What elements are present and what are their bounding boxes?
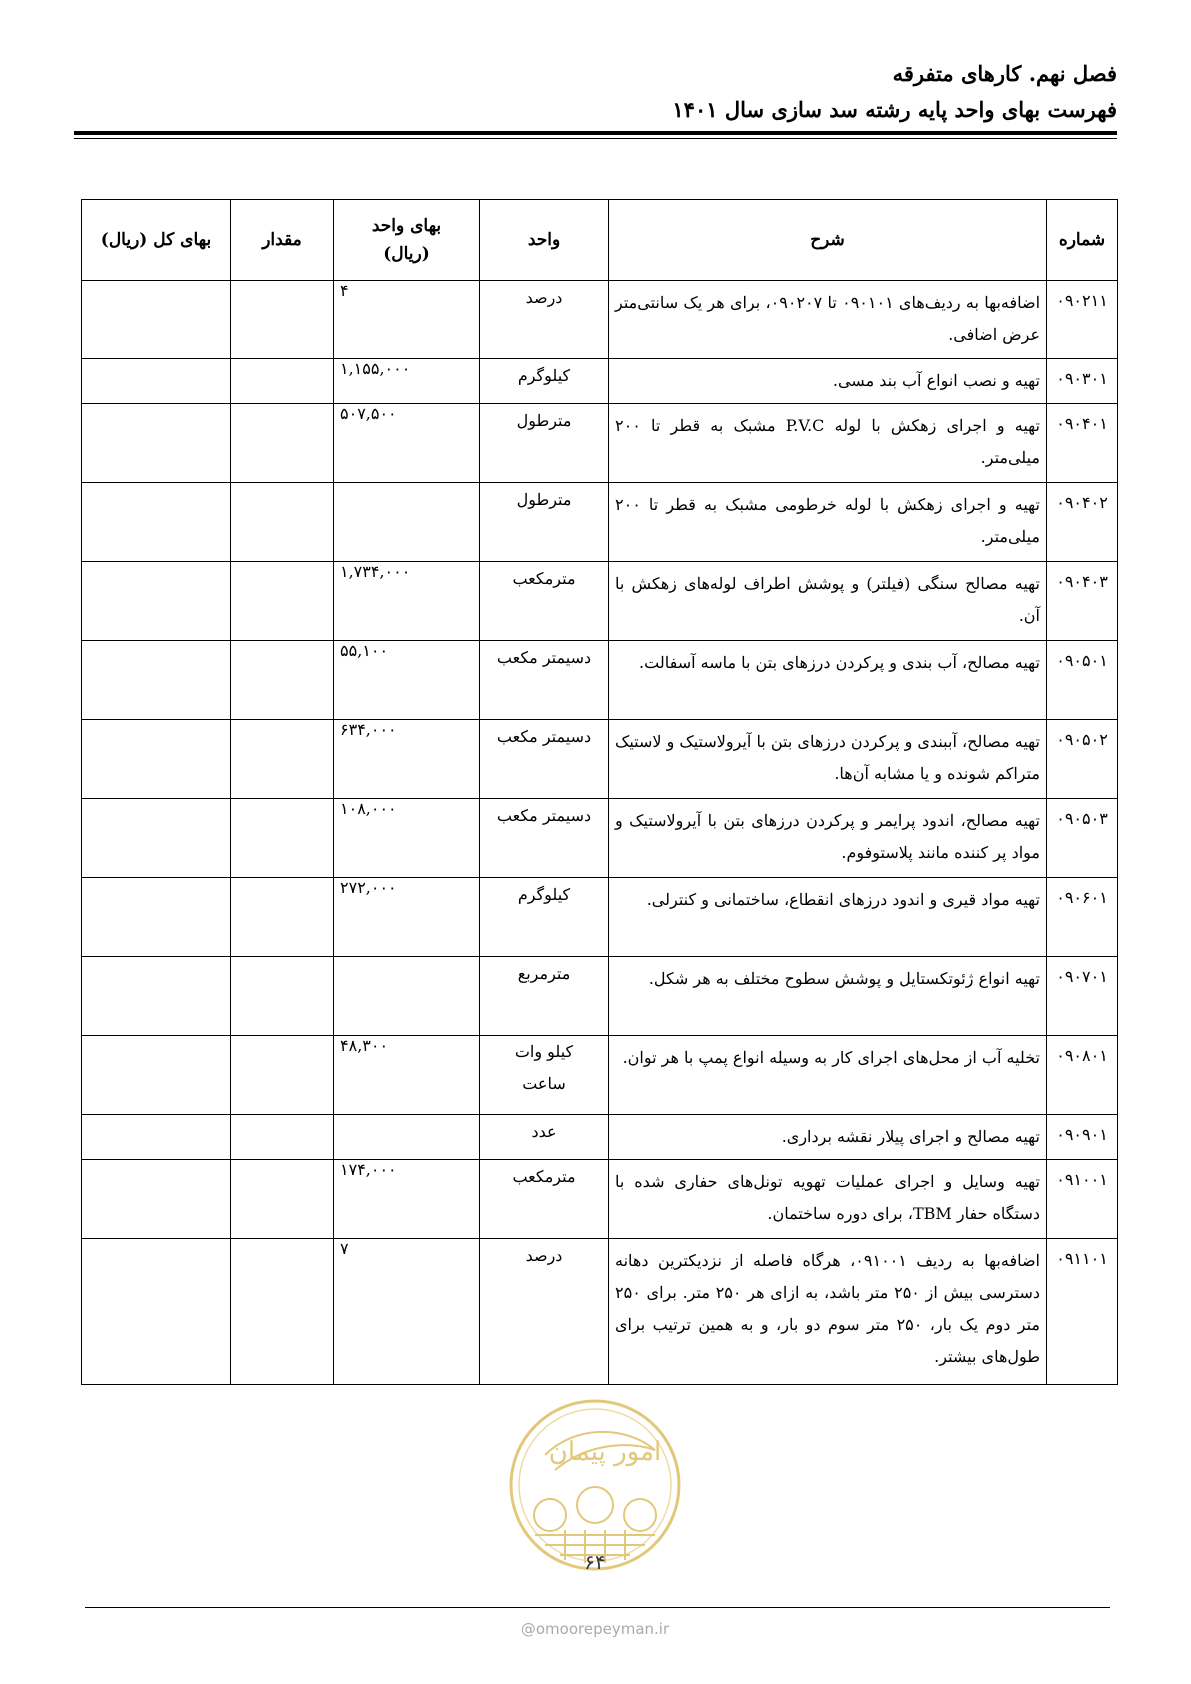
table-row	[82, 1160, 1118, 1239]
row-description: تخلیه آب از محل‌های اجرای کار به وسیله انواع پمپ با هر توان.	[609, 1036, 1047, 1115]
row-description: تهیه مصالح، آب بندی و پرکردن درزهای بتن با ماسه آسفالت.	[609, 641, 1047, 720]
row-total-price	[82, 878, 231, 957]
row-quantity	[231, 720, 334, 799]
row-code: ۰۹۰۷۰۱	[1047, 957, 1118, 1036]
chapter-title: فصل نهم. کارهای متفرقه	[892, 61, 1117, 86]
row-unit: مترمربع	[480, 957, 609, 1036]
page-header	[74, 58, 1117, 126]
row-unit-price: ۵۵,۱۰۰	[334, 641, 480, 720]
row-quantity	[231, 1036, 334, 1115]
row-quantity	[231, 878, 334, 957]
column-header-unit-price: بهای واحد (ریال)	[334, 200, 480, 281]
row-unit-price: ۵۰۷,۵۰۰	[334, 404, 480, 483]
row-unit: درصد	[480, 281, 609, 359]
table-header-row	[82, 200, 1118, 281]
table-row	[82, 720, 1118, 799]
page-number: ۶۴	[584, 1550, 606, 1574]
watermark-text: امور پیمان	[548, 1437, 662, 1467]
header-rule-thin	[74, 138, 1117, 139]
row-total-price	[82, 799, 231, 878]
row-unit: مترطول	[480, 483, 609, 562]
row-description: تهیه وسایل و اجرای عملیات تهویه تونل‌های حفاری شده با دستگاه حفار TBM، برای دوره ساختمان.	[609, 1160, 1047, 1239]
row-quantity	[231, 641, 334, 720]
row-description: تهیه مصالح، آببندی و پرکردن درزهای بتن با آیرولاستیک و لاستیک متراکم شونده و یا مشابه آن‌ها.	[609, 720, 1047, 799]
row-code: ۰۹۰۶۰۱	[1047, 878, 1118, 957]
row-quantity	[231, 483, 334, 562]
row-quantity	[231, 562, 334, 641]
row-unit-price: ۱۰۸,۰۰۰	[334, 799, 480, 878]
column-header-number: شماره	[1047, 200, 1118, 281]
row-code: ۰۹۰۴۰۲	[1047, 483, 1118, 562]
row-unit-price	[334, 483, 480, 562]
row-unit-price	[334, 1115, 480, 1160]
row-description: تهیه و اجرای زهکش با لوله P.V.C مشبک به قطر تا ۲۰۰ میلی‌متر.	[609, 404, 1047, 483]
row-unit-price: ۱۷۴,۰۰۰	[334, 1160, 480, 1239]
row-quantity	[231, 1160, 334, 1239]
row-code: ۰۹۱۱۰۱	[1047, 1239, 1118, 1385]
row-code: ۰۹۰۹۰۱	[1047, 1115, 1118, 1160]
row-unit: عدد	[480, 1115, 609, 1160]
column-header-unit: واحد	[480, 200, 609, 281]
row-description: تهیه و نصب انواع آب بند مسی.	[609, 359, 1047, 404]
row-total-price	[82, 1160, 231, 1239]
table-row	[82, 483, 1118, 562]
table-row	[82, 1115, 1118, 1160]
row-unit: کیلوگرم	[480, 878, 609, 957]
table-row	[82, 562, 1118, 641]
row-code: ۰۹۰۸۰۱	[1047, 1036, 1118, 1115]
table-row	[82, 641, 1118, 720]
row-total-price	[82, 281, 231, 359]
row-quantity	[231, 281, 334, 359]
row-unit-price: ۴	[334, 281, 480, 359]
row-unit: دسیمتر مکعب	[480, 720, 609, 799]
column-header-quantity: مقدار	[231, 200, 334, 281]
price-table	[81, 199, 1118, 1385]
row-total-price	[82, 641, 231, 720]
table-row	[82, 404, 1118, 483]
row-unit: درصد	[480, 1239, 609, 1385]
row-quantity	[231, 404, 334, 483]
row-total-price	[82, 359, 231, 404]
row-quantity	[231, 1239, 334, 1385]
row-code: ۰۹۰۴۰۳	[1047, 562, 1118, 641]
column-header-description: شرح	[609, 200, 1047, 281]
table-row	[82, 1239, 1118, 1385]
row-total-price	[82, 957, 231, 1036]
row-total-price	[82, 1239, 231, 1385]
price-list-title: فهرست بهای واحد پایه رشته سد سازی سال ۱۴۰۱	[672, 97, 1117, 122]
row-description: اضافه‌بها به ردیف ۰۹۱۰۰۱، هرگاه فاصله از نزدیکترین دهانه دسترسی بیش از ۲۵۰ متر باشد، به ازای هر ۲۵۰ متر. برای ۲۵۰ متر دوم یک بار، ۲۵۰ متر سوم دو بار، و به همین ترتیب برای طول‌های بیشتر.	[609, 1239, 1047, 1385]
table-row	[82, 878, 1118, 957]
row-quantity	[231, 1115, 334, 1160]
footer-website: @omoorepeyman.ir	[520, 1620, 670, 1638]
header-rule-thick	[74, 131, 1117, 135]
row-unit-price: ۱,۷۳۴,۰۰۰	[334, 562, 480, 641]
row-quantity	[231, 799, 334, 878]
table-row	[82, 957, 1118, 1036]
row-quantity	[231, 359, 334, 404]
footer-rule	[85, 1607, 1110, 1608]
row-unit: دسیمتر مکعب	[480, 641, 609, 720]
row-unit: کیلوگرم	[480, 359, 609, 404]
row-code: ۰۹۰۳۰۱	[1047, 359, 1118, 404]
row-unit-price: ۲۷۲,۰۰۰	[334, 878, 480, 957]
row-description: تهیه و اجرای زهکش با لوله خرطومی مشبک به قطر تا ۲۰۰ میلی‌متر.	[609, 483, 1047, 562]
row-unit-price: ۱,۱۵۵,۰۰۰	[334, 359, 480, 404]
row-unit-price	[334, 957, 480, 1036]
row-description: تهیه انواع ژئوتکستایل و پوشش سطوح مختلف به هر شکل.	[609, 957, 1047, 1036]
row-code: ۰۹۱۰۰۱	[1047, 1160, 1118, 1239]
row-description: تهیه مصالح، اندود پرایمر و پرکردن درزهای بتن با آیرولاستیک و مواد پر کننده مانند پلاستوفوم.	[609, 799, 1047, 878]
row-code: ۰۹۰۴۰۱	[1047, 404, 1118, 483]
column-header-total-price: بهای کل (ریال)	[82, 200, 231, 281]
row-description: اضافه‌بها به ردیف‌های ۰۹۰۱۰۱ تا ۰۹۰۲۰۷، برای هر یک سانتی‌متر عرض اضافی.	[609, 281, 1047, 359]
row-unit-price: ۶۳۴,۰۰۰	[334, 720, 480, 799]
row-unit: مترمکعب	[480, 1160, 609, 1239]
row-total-price	[82, 483, 231, 562]
row-total-price	[82, 1115, 231, 1160]
row-description: تهیه مصالح و اجرای پیلار نقشه برداری.	[609, 1115, 1047, 1160]
row-unit: دسیمتر مکعب	[480, 799, 609, 878]
row-code: ۰۹۰۲۱۱	[1047, 281, 1118, 359]
omoore-peyman-logo-icon	[505, 1395, 685, 1575]
row-unit: مترمکعب	[480, 562, 609, 641]
row-code: ۰۹۰۵۰۳	[1047, 799, 1118, 878]
table-row	[82, 1036, 1118, 1115]
row-description: تهیه مواد قیری و اندود درزهای انقطاع، ساختمانی و کنترلی.	[609, 878, 1047, 957]
row-total-price	[82, 1036, 231, 1115]
row-total-price	[82, 720, 231, 799]
row-code: ۰۹۰۵۰۱	[1047, 641, 1118, 720]
row-unit: کیلو وات ساعت	[480, 1036, 609, 1115]
row-total-price	[82, 404, 231, 483]
row-unit-price: ۴۸,۳۰۰	[334, 1036, 480, 1115]
row-unit: مترطول	[480, 404, 609, 483]
table-row	[82, 281, 1118, 359]
row-total-price	[82, 562, 231, 641]
table-row	[82, 799, 1118, 878]
row-unit-price: ۷	[334, 1239, 480, 1385]
row-code: ۰۹۰۵۰۲	[1047, 720, 1118, 799]
row-quantity	[231, 957, 334, 1036]
table-row	[82, 359, 1118, 404]
row-description: تهیه مصالح سنگی (فیلتر) و پوشش اطراف لوله‌های زهکش با آن.	[609, 562, 1047, 641]
